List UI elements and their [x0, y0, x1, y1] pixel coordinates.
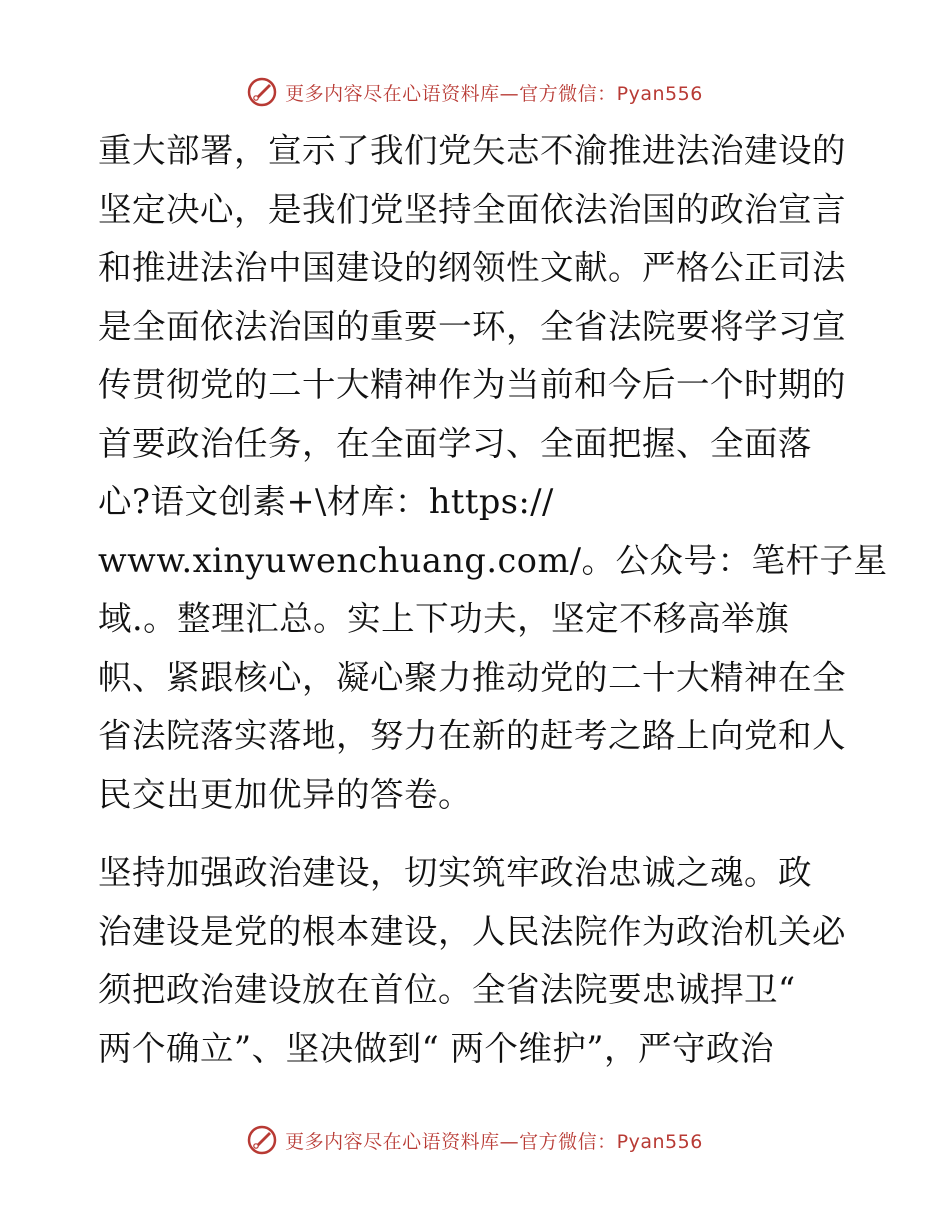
document-body: [98, 122, 888, 1078]
text-line: 坚持加强政治建设，切实筑牢政治忠诚之魂。政: [98, 853, 812, 892]
text-line: 和推进法治中国建设的纲领性文献。严格公正司法: [98, 248, 846, 287]
text-line: 治建设是党的根本建设，人民法院作为政治机关必: [98, 911, 846, 951]
text-line: 首要政治任务，在全面学习、全面把握、全面落: [98, 423, 812, 463]
text-line: 坚定决心，是我们党坚持全面依法治国的政治宣言: [98, 189, 846, 229]
paragraph-gap: [98, 824, 858, 844]
text-line: 民交出更加优异的答卷。: [98, 774, 472, 814]
paragraph-2: [98, 844, 858, 1078]
text-line: 两个确立”、坚决做到“ 两个维护”，严守政治: [98, 1028, 775, 1068]
header-watermark-text: 更多内容尽在心语资料库—官方微信：Pyan556: [285, 82, 703, 105]
paragraph-1: [98, 122, 888, 824]
text-line: 心?语文创素+\材库：https://: [98, 482, 554, 521]
text-line: 是全面依法治国的重要一环，全省法院要将学习宣: [98, 306, 846, 346]
quill-pen-logo-icon: [247, 1125, 277, 1155]
footer-watermark-text: 更多内容尽在心语资料库—官方微信：Pyan556: [285, 1130, 703, 1153]
footer-watermark-banner: [0, 1120, 950, 1160]
quill-pen-logo-icon: [247, 77, 277, 107]
text-line: 帜、紧跟核心，凝心聚力推动党的二十大精神在全: [98, 657, 846, 697]
text-line: 须把政治建设放在首位。全省法院要忠诚捍卫“: [98, 970, 796, 1009]
header-watermark-banner: [0, 72, 950, 112]
text-line: 域.。整理汇总。实上下功夫，坚定不移高举旗: [98, 599, 790, 638]
text-line: 重大部署，宣示了我们党矢志不渝推进法治建设的: [98, 131, 846, 170]
text-line: 省法院落实落地，努力在新的赶考之路上向党和人: [98, 716, 846, 755]
text-line: www.xinyuwenchuang.com/。公众号：笔杆子星: [98, 540, 888, 580]
text-line: 传贯彻党的二十大精神作为当前和今后一个时期的: [98, 365, 846, 404]
